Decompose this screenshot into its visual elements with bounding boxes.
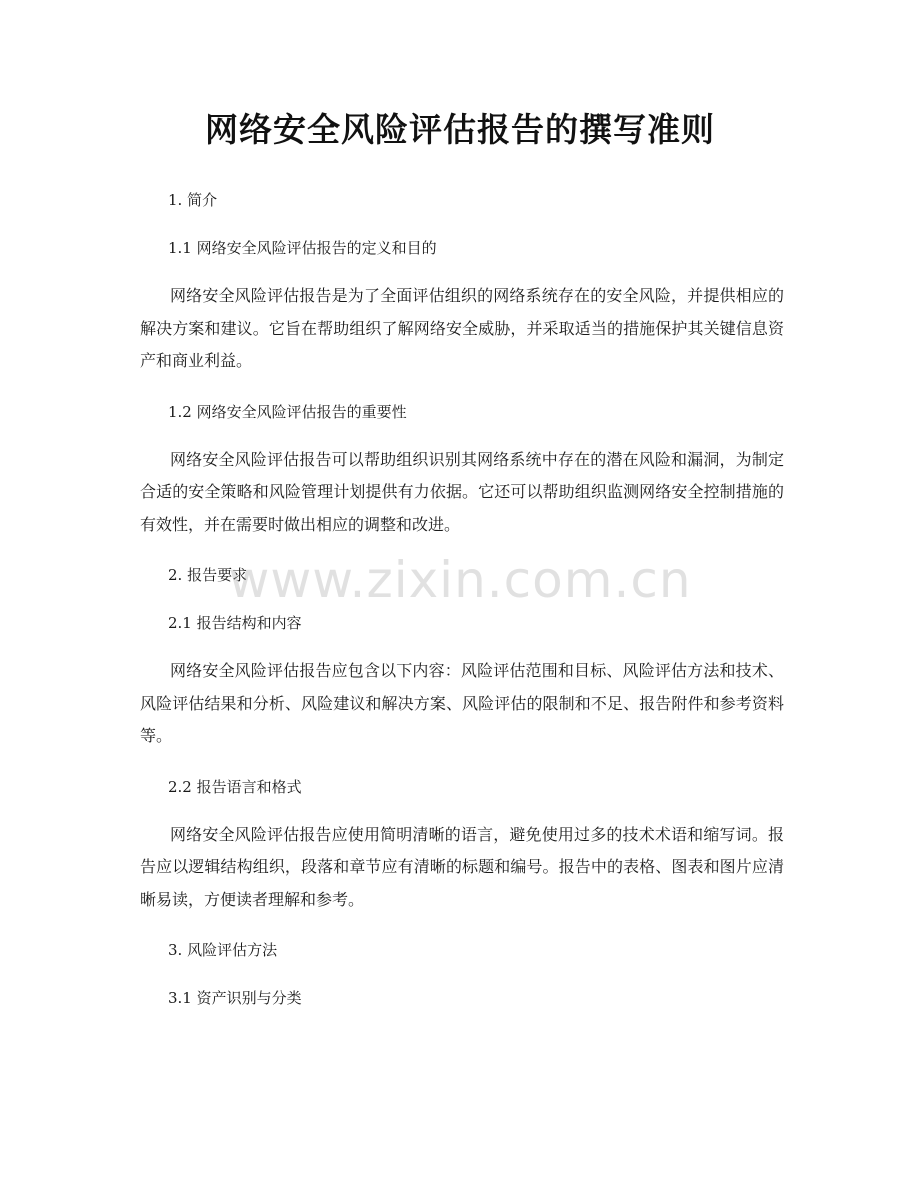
paragraph: 网络安全风险评估报告可以帮助组织识别其网络系统中存在的潜在风险和漏洞，为制定合适的安全策略和风险管理计划提供有力依据。它还可以帮助组织监测网络安全控制措施的有效性，并在需要时做出相应的调整和改进。 [140, 449, 784, 534]
watermark: www.zixin.com.cn [228, 551, 692, 609]
section-heading: 1. 简介 [168, 191, 218, 209]
subsection-heading: 1.2 网络安全风险评估报告的重要性 [168, 402, 407, 421]
paragraph: 网络安全风险评估报告应使用简明清晰的语言，避免使用过多的技术术语和缩写词。报告应以逻辑结构组织，段落和章节应有清晰的标题和编号。报告中的表格、图表和图片应清晰易读，方便读者理解和参考。 [140, 824, 784, 909]
paragraph: 网络安全风险评估报告是为了全面评估组织的网络系统存在的安全风险，并提供相应的解决方案和建议。它旨在帮助组织了解网络安全威胁，并采取适当的措施保护其关键信息资产和商业利益。 [140, 286, 784, 370]
subsection-heading: 1.1 网络安全风险评估报告的定义和目的 [168, 239, 437, 257]
paragraph: 网络安全风险评估报告应包含以下内容：风险评估范围和目标、风险评估方法和技术、风险评估结果和分析、风险建议和解决方案、风险评估的限制和不足、报告附件和参考资料等。 [140, 661, 784, 745]
document-body [140, 184, 784, 1014]
subsection-heading: 2.2 报告语言和格式 [168, 777, 302, 796]
subsection-heading: 2.1 报告结构和内容 [168, 614, 302, 632]
section-heading: 2. 报告要求 [168, 566, 248, 584]
document-title: 网络安全风险评估报告的撰写准则 [205, 110, 715, 149]
section-heading: 3. 风险评估方法 [168, 941, 278, 959]
subsection-heading: 3.1 资产识别与分类 [168, 989, 302, 1007]
